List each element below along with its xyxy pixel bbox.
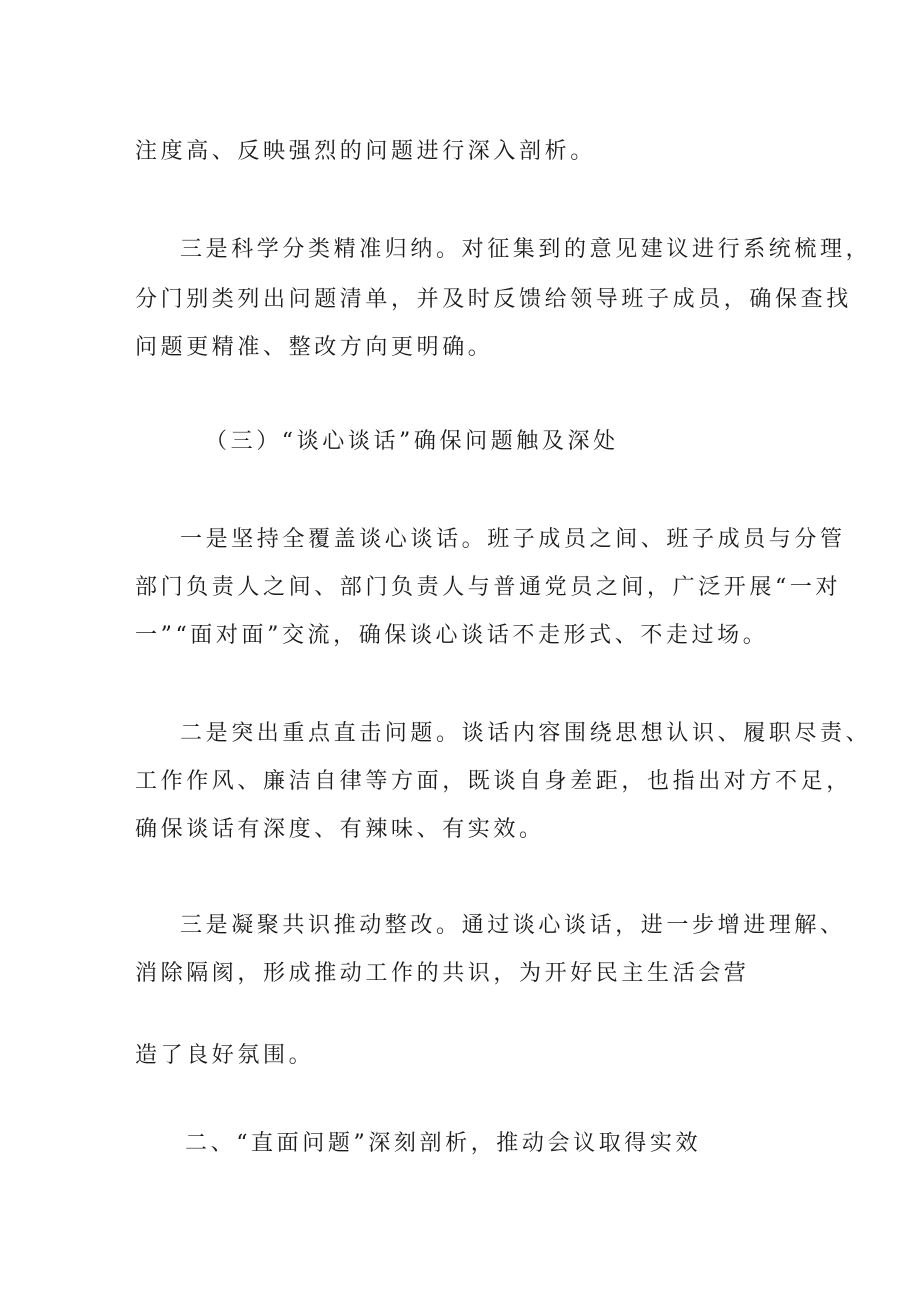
body-text-line: 消除隔阂，形成推动工作的共识，为开好民主生活会营 (135, 961, 750, 986)
paragraph-first-line: 一是坚持全覆盖谈心谈话。班子成员之间、班子成员与分管 (180, 527, 846, 552)
paragraph-first-line: 三是科学分类精准归纳。对征集到的意见建议进行系统梳理， (180, 237, 872, 262)
body-text-line: 部门负责人之间、部门负责人与普通党员之间，广泛开展“一对 (135, 575, 842, 600)
body-text-line: 问题更精准、整改方向更明确。 (135, 335, 494, 360)
body-text-line: 一”“面对面”交流，确保谈心谈话不走形式、不走过场。 (135, 623, 769, 648)
body-text-line: 造了良好氛围。 (135, 1043, 315, 1068)
section-heading: （三）“谈心谈话”确保问题触及深处 (205, 429, 619, 454)
chapter-heading: 二、“直面问题”深刻剖析，推动会议取得实效 (185, 1131, 702, 1156)
body-text-line: 确保谈话有深度、有辣味、有实效。 (135, 817, 545, 842)
body-text-line: 分门别类列出问题清单，并及时反馈给领导班子成员，确保查找 (135, 287, 852, 312)
paragraph-first-line: 二是突出重点直击问题。谈话内容围绕思想认识、履职尽责、 (180, 721, 872, 746)
body-text-line: 工作作风、廉洁自律等方面，既谈自身差距，也指出对方不足， (135, 769, 852, 794)
body-text-line: 注度高、反映强烈的问题进行深入剖析。 (135, 139, 596, 164)
paragraph-first-line: 三是凝聚共识推动整改。通过谈心谈话，进一步增进理解、 (180, 913, 846, 938)
